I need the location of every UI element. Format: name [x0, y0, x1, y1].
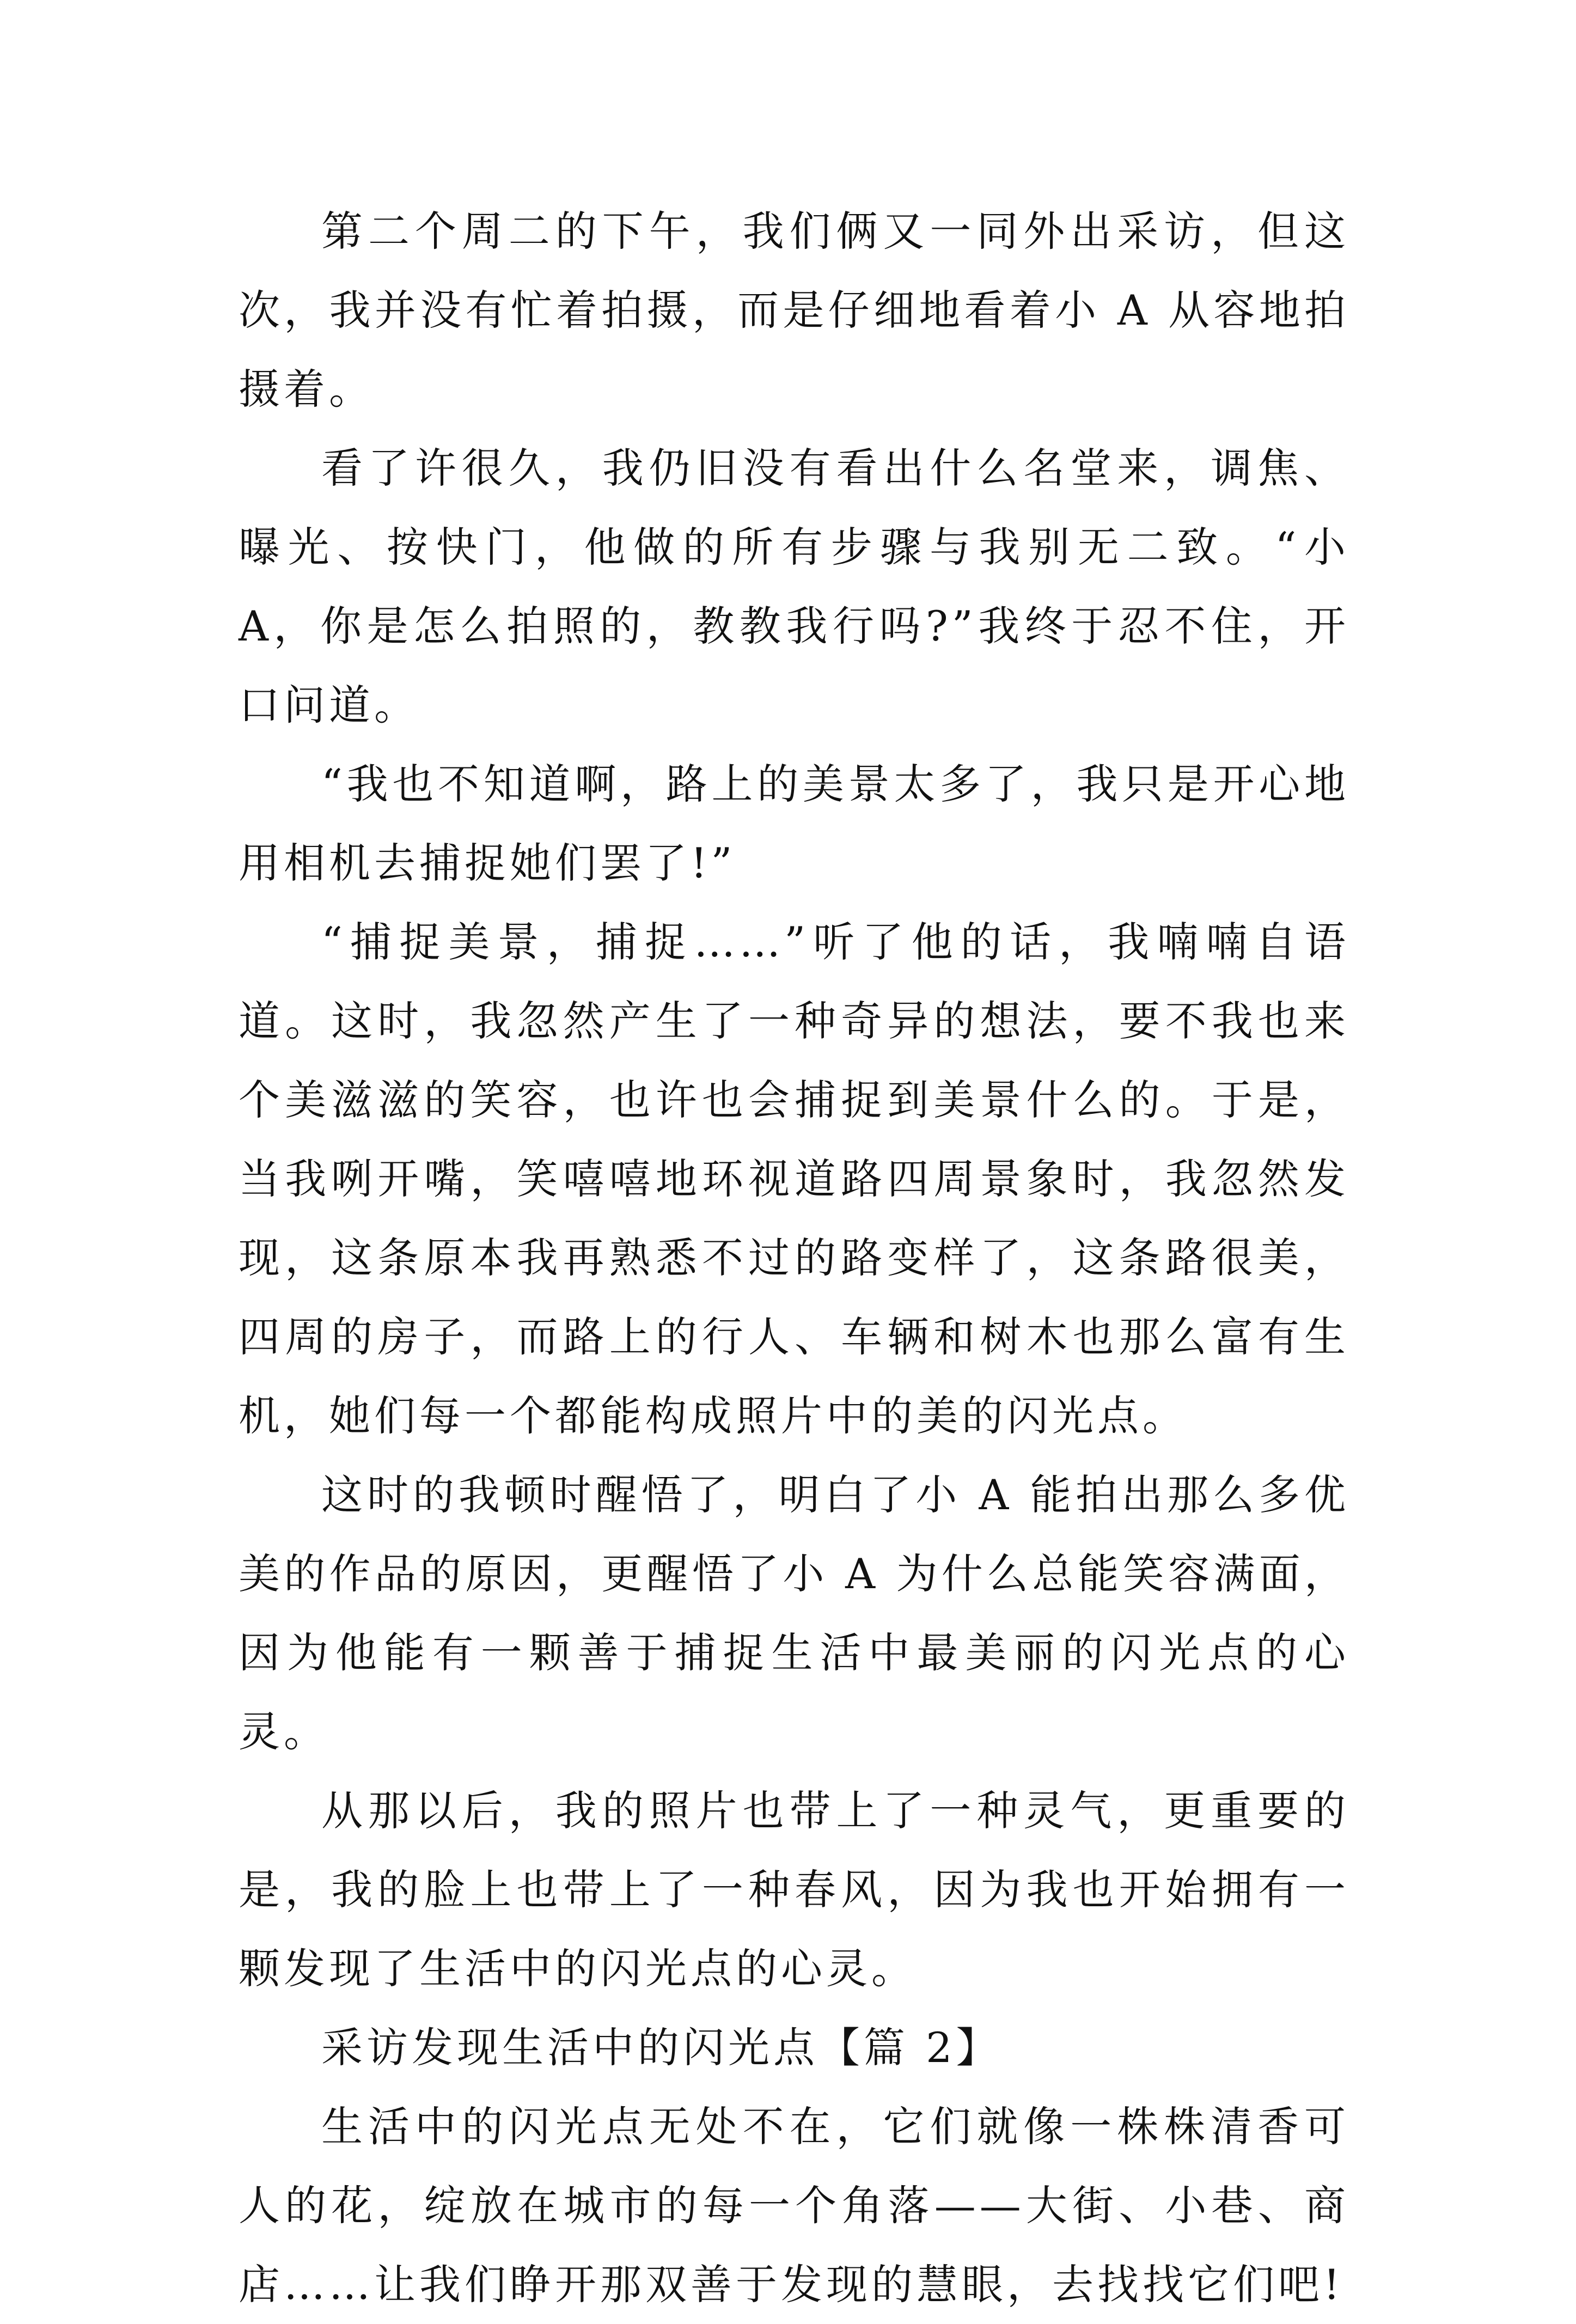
document-body: [239, 192, 1349, 2324]
paragraph: 第二个周二的下午，我们俩又一同外出采访，但这次，我并没有忙着拍摄，而是仔细地看着小 A 从容地拍摄着。: [239, 207, 1349, 413]
paragraph: “捕捉美景，捕捉……”听了他的话，我喃喃自语道。这时，我忽然产生了一种奇异的想法，要不我也来个美滋滋的笑容，也许也会捕捉到美景什么的。于是，当我咧开嘴，笑嘻嘻地环视道路四周景象时，我忽然发现，这条原本我再熟悉不过的路变样了，这条路很美，四周的房子，而路上的行人、车辆和树木也那么富有生机，她们每一个都能构成照片中的美的闪光点。: [239, 918, 1349, 1440]
paragraph: 生活中的闪光点无处不在，它们就像一株株清香可人的花，绽放在城市的每一个角落——大街、小巷、商店……让我们睁开那双善于发现的慧眼，去找找它们吧!: [239, 2102, 1349, 2309]
paragraph: “我也不知道啊，路上的美景太多了，我只是开心地用相机去捕捉她们罢了!”: [239, 760, 1349, 887]
section-heading: 采访发现生活中的闪光点【篇 2】: [321, 2023, 1001, 2072]
paragraph: 从那以后，我的照片也带上了一种灵气，更重要的是，我的脸上也带上了一种春风，因为我也开始拥有一颗发现了生活中的闪光点的心灵。: [239, 1786, 1349, 1993]
paragraph: 这时的我顿时醒悟了，明白了小 A 能拍出那么多优美的作品的原因，更醒悟了小 A 为什么总能笑容满面，因为他能有一颗善于捕捉生活中最美丽的闪光点的心灵。: [239, 1471, 1349, 1756]
paragraph: 看了许很久，我仍旧没有看出什么名堂来，调焦、曝光、按快门，他做的所有步骤与我别无二致。“小 A，你是怎么拍照的，教教我行吗?”我终于忍不住，开口问道。: [239, 444, 1349, 729]
